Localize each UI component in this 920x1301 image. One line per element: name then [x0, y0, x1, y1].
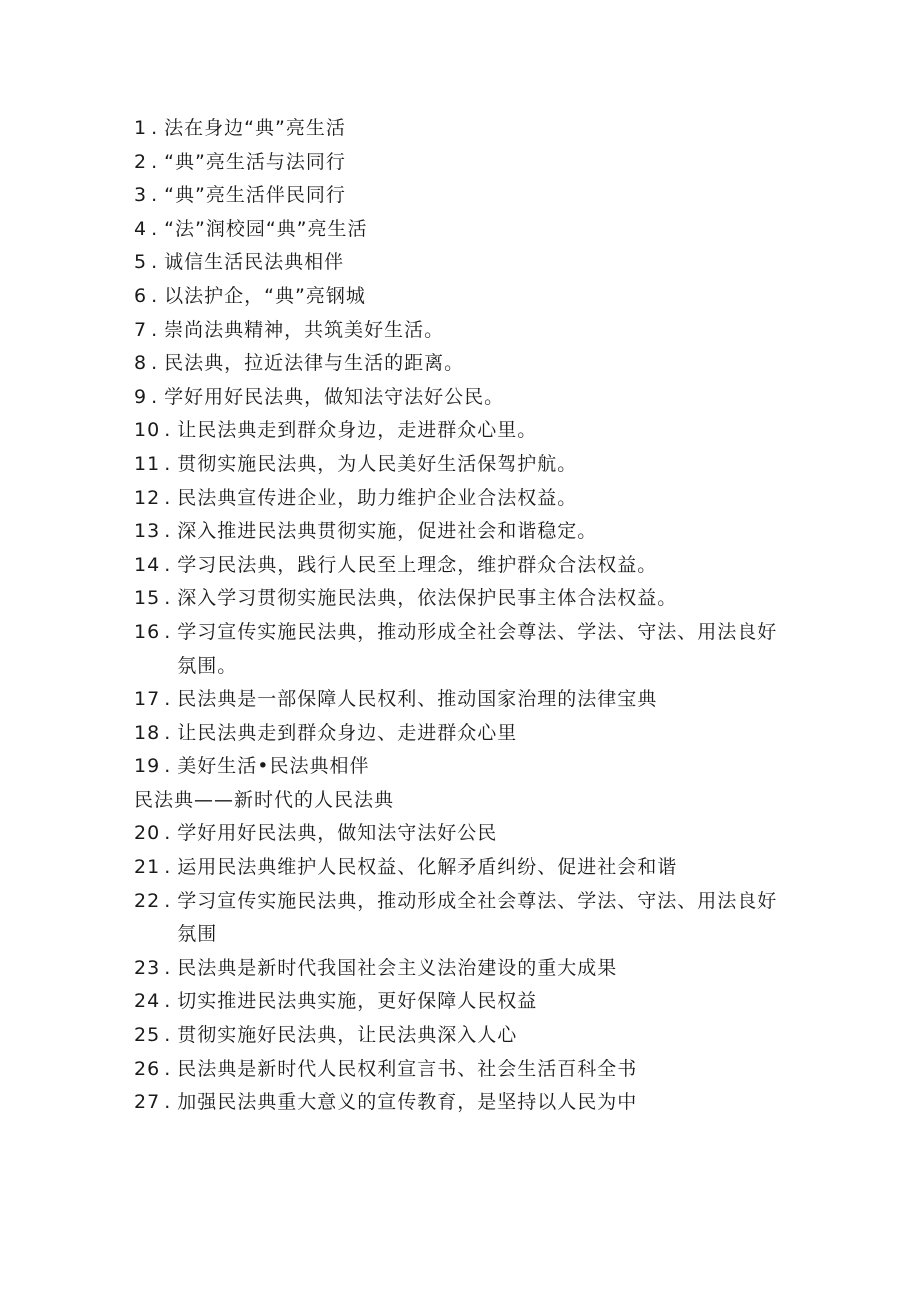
item-number: 2	[134, 150, 148, 173]
list-item: 23 . 民法典是新时代我国社会主义法治建设的重大成果	[134, 952, 794, 986]
list-item: 24 . 切实推进民法典实施，更好保障人民权益	[134, 985, 794, 1019]
list-item: 14 . 学习民法典，践行人民至上理念，维护群众合法权益。	[134, 549, 794, 583]
item-number: 6	[134, 284, 148, 307]
item-text: 民法典宣传进企业，助力维护企业合法权益。	[177, 486, 578, 509]
list-item: 9 . 学好用好民法典，做知法守法好公民。	[134, 381, 794, 415]
item-text: 切实推进民法典实施，更好保障人民权益	[177, 990, 538, 1013]
item-text: 民法典，拉近法律与生活的距离。	[164, 352, 465, 375]
list-item: 19 . 美好生活•民法典相伴	[134, 750, 794, 784]
list-item: 18 . 让民法典走到群众身边、走进群众心里	[134, 717, 794, 751]
list-item: 26 . 民法典是新时代人民权利宣言书、社会生活百科全书	[134, 1053, 794, 1087]
slogan-list	[134, 112, 794, 1120]
list-item: 7 . 崇尚法典精神，共筑美好生活。	[134, 314, 794, 348]
list-item: 17 . 民法典是一部保障人民权利、推动国家治理的法律宝典	[134, 683, 794, 717]
list-item: 8 . 民法典，拉近法律与生活的距离。	[134, 347, 794, 381]
list-item: 16 . 学习宣传实施民法典，推动形成全社会尊法、学法、守法、用法良好氛围。	[134, 616, 794, 683]
item-number: 18	[134, 721, 161, 744]
list-item: 20 . 学好用好民法典，做知法守法好公民	[134, 817, 794, 851]
item-number: 14	[134, 553, 161, 576]
list-item: 15 . 深入学习贯彻实施民法典，依法保护民事主体合法权益。	[134, 582, 794, 616]
item-number: 25	[134, 1024, 161, 1047]
item-text: “法”润校园“典”亮生活	[164, 217, 368, 240]
item-text: 深入推进民法典贯彻实施，促进社会和谐稳定。	[177, 520, 598, 543]
item-number: 7	[134, 318, 148, 341]
list-item: 2 . “典”亮生活与法同行	[134, 146, 794, 180]
list-item: 1 . 法在身边“典”亮生活	[134, 112, 794, 146]
item-number: 11	[134, 452, 161, 475]
item-number: 9	[134, 385, 148, 408]
item-text: 学习宣传实施民法典，推动形成全社会尊法、学法、守法、用法良好氛围。	[177, 620, 778, 677]
item-text: 运用民法典维护人民权益、化解矛盾纠纷、促进社会和谐	[177, 856, 678, 879]
item-number: 16	[134, 620, 161, 643]
list-item: 3 . “典”亮生活伴民同行	[134, 179, 794, 213]
list-item: 27 . 加强民法典重大意义的宣传教育，是坚持以人民为中	[134, 1086, 794, 1120]
item-number: 4	[134, 217, 148, 240]
item-text: 让民法典走到群众身边、走进群众心里	[177, 721, 518, 744]
item-number: 8	[134, 352, 148, 375]
item-number: 10	[134, 419, 161, 442]
item-number: 27	[134, 1091, 161, 1114]
item-number: 20	[134, 822, 161, 845]
item-number: 5	[134, 251, 148, 274]
item-number: 3	[134, 184, 148, 207]
list-item: 6 . 以法护企，“典”亮钢城	[134, 280, 794, 314]
list-item: 13 . 深入推进民法典贯彻实施，促进社会和谐稳定。	[134, 515, 794, 549]
item-text: 贯彻实施好民法典，让民法典深入人心	[177, 1024, 518, 1047]
item-text: 学好用好民法典，做知法守法好公民	[177, 822, 498, 845]
item-text: 崇尚法典精神，共筑美好生活。	[164, 318, 445, 341]
item-text: 学好用好民法典，做知法守法好公民。	[164, 385, 505, 408]
item-number: 12	[134, 486, 161, 509]
item-text: 诚信生活民法典相伴	[164, 251, 345, 274]
list-item: 11 . 贯彻实施民法典，为人民美好生活保驾护航。	[134, 448, 794, 482]
item-number: 22	[134, 889, 161, 912]
item-text: 加强民法典重大意义的宣传教育，是坚持以人民为中	[177, 1091, 638, 1114]
item-number: 15	[134, 587, 161, 610]
item-number: 23	[134, 956, 161, 979]
list-item: 5 . 诚信生活民法典相伴	[134, 246, 794, 280]
item-number: 17	[134, 688, 161, 711]
item-text: 民法典是新时代人民权利宣言书、社会生活百科全书	[177, 1057, 638, 1080]
item-text: 民法典是一部保障人民权利、推动国家治理的法律宝典	[177, 688, 658, 711]
item-text: 美好生活•民法典相伴	[177, 755, 370, 778]
item-text: “典”亮生活伴民同行	[164, 184, 346, 207]
list-item: 12 . 民法典宣传进企业，助力维护企业合法权益。	[134, 482, 794, 516]
item-text: 学习民法典，践行人民至上理念，维护群众合法权益。	[177, 553, 658, 576]
item-text: 贯彻实施民法典，为人民美好生活保驾护航。	[177, 452, 578, 475]
item-text: 法在身边“典”亮生活	[164, 117, 346, 139]
item-number: 1	[134, 117, 148, 139]
list-item: 21 . 运用民法典维护人民权益、化解矛盾纠纷、促进社会和谐	[134, 851, 794, 885]
item-number: 21	[134, 856, 161, 879]
item-number: 26	[134, 1057, 161, 1080]
list-item: 25 . 贯彻实施好民法典，让民法典深入人心	[134, 1019, 794, 1053]
item-text: 以法护企，“典”亮钢城	[164, 284, 366, 307]
list-item: 22 . 学习宣传实施民法典，推动形成全社会尊法、学法、守法、用法良好氛围	[134, 885, 794, 952]
list-item: 10 . 让民法典走到群众身边，走进群众心里。	[134, 414, 794, 448]
item-text: 深入学习贯彻实施民法典，依法保护民事主体合法权益。	[177, 587, 678, 610]
item-number: 19	[134, 755, 161, 778]
item-number: 24	[134, 990, 161, 1013]
section-heading: 民法典——新时代的人民法典	[134, 788, 395, 811]
item-text: 让民法典走到群众身边，走进群众心里。	[177, 419, 538, 442]
item-text: 民法典是新时代我国社会主义法治建设的重大成果	[177, 956, 618, 979]
item-number: 13	[134, 520, 161, 543]
item-text: 学习宣传实施民法典，推动形成全社会尊法、学法、守法、用法良好氛围	[177, 889, 778, 946]
list-item: 4 . “法”润校园“典”亮生活	[134, 213, 794, 247]
item-text: “典”亮生活与法同行	[164, 150, 346, 173]
